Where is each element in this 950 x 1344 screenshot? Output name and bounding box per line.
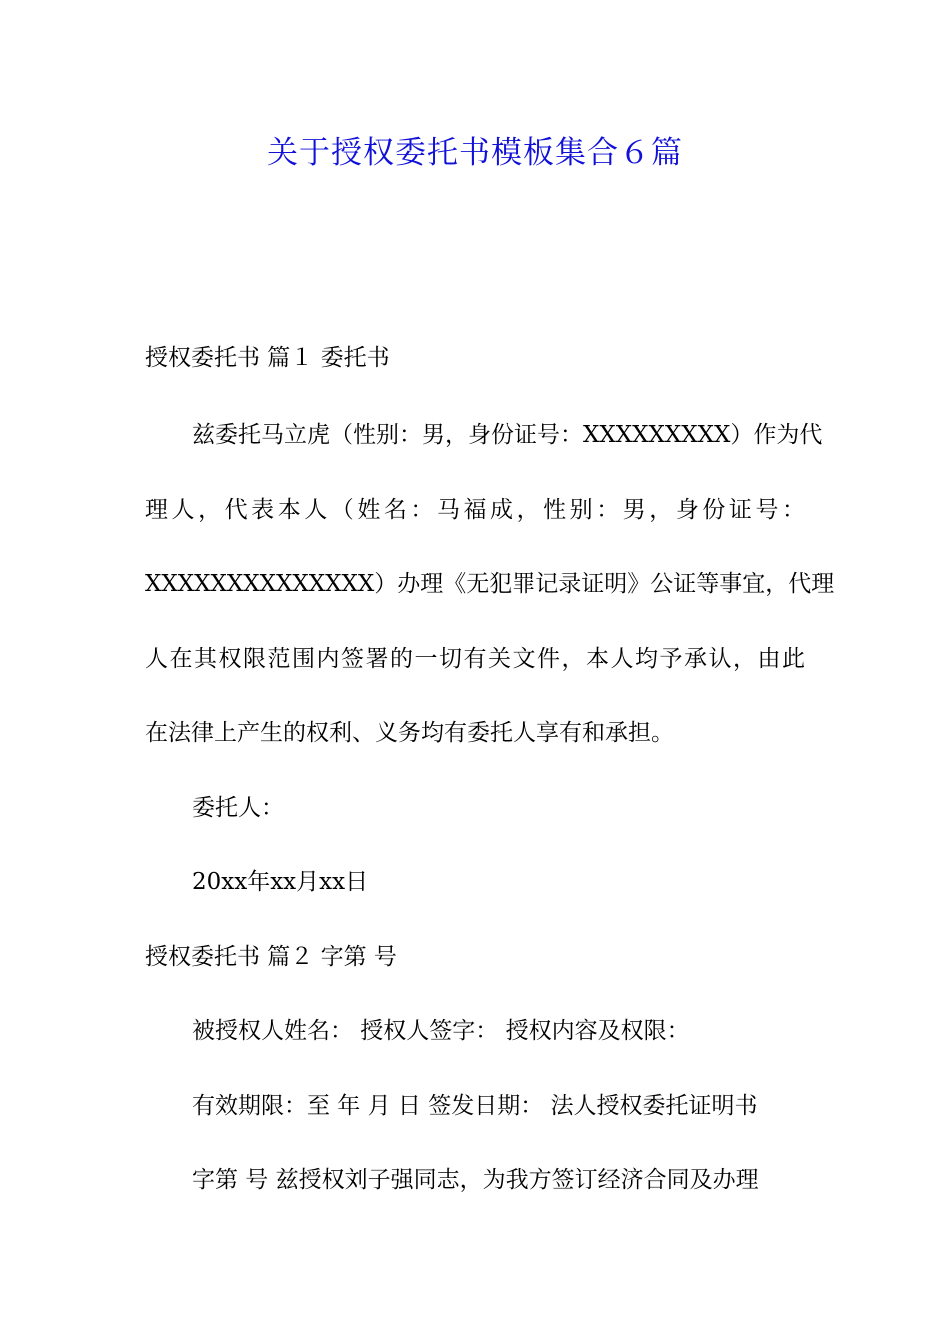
- date-line: 20xx年xx月xx日: [192, 869, 369, 895]
- paragraph-line: 字第 号 兹授权刘子强同志，为我方签订经济合同及办理: [192, 1167, 759, 1193]
- section-heading-2: 授权委托书 篇２ 字第 号: [145, 944, 397, 970]
- paragraph-line: 人在其权限范围内签署的一切有关文件，本人均予承认，由此: [145, 646, 805, 672]
- document-title: 关于授权委托书模板集合６篇: [267, 135, 683, 171]
- paragraph-line: 在法律上产生的权利、义务均有委托人享有和承担。: [145, 720, 674, 746]
- principal-label: 委托人：: [192, 795, 284, 821]
- paragraph-line: 兹委托马立虎（性别：男，身份证号：XXXXXXXXX）作为代: [192, 422, 823, 448]
- paragraph-line: XXXXXXXXXXXXXX）办理《无犯罪记录证明》公证等事宜，代理: [145, 571, 835, 597]
- section-heading-1: 授权委托书 篇１ 委托书: [145, 345, 390, 371]
- paragraph-line: 理人，代表本人（姓名：马福成，性别：男，身份证号：: [145, 497, 805, 523]
- paragraph-line: 有效期限：至 年 月 日 签发日期： 法人授权委托证明书: [192, 1093, 758, 1119]
- paragraph-line: 被授权人姓名： 授权人签字： 授权内容及权限：: [192, 1018, 690, 1044]
